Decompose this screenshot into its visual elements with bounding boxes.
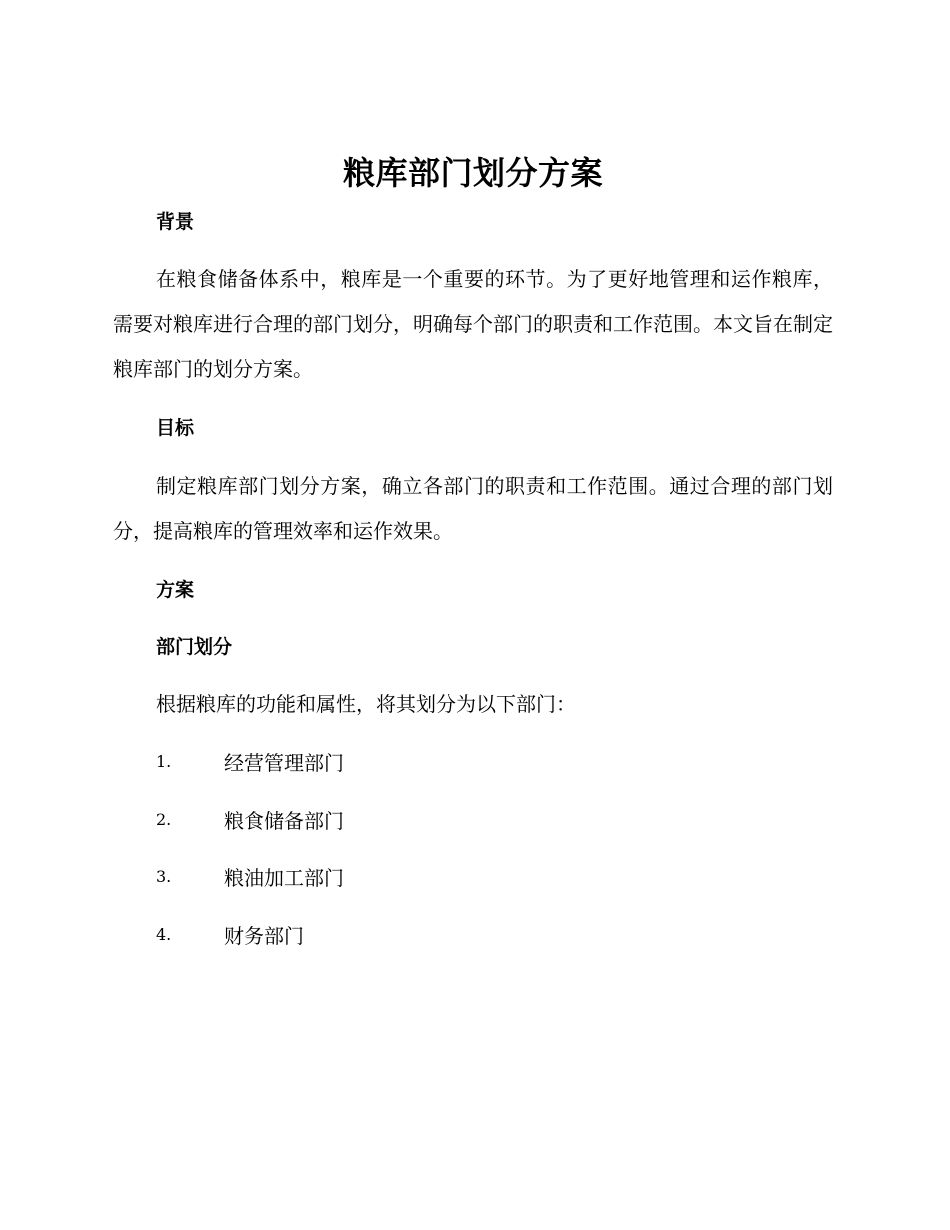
section-heading-goal: 目标 <box>156 417 195 439</box>
list-item-text: 粮食储备部门 <box>224 808 344 833</box>
list-item-text: 粮油加工部门 <box>224 866 344 890</box>
document-body <box>113 150 833 969</box>
list-item <box>113 854 833 899</box>
subsection-heading-department-division: 部门划分 <box>156 636 233 658</box>
list-item-number: 3. <box>156 867 172 886</box>
list-item <box>113 739 833 784</box>
department-list <box>113 739 833 957</box>
section-heading-plan: 方案 <box>156 579 195 601</box>
department-intro-paragraph: 根据粮库的功能和属性，将其划分为以下部门： <box>156 692 576 716</box>
list-item <box>113 797 833 842</box>
list-item-text: 财务部门 <box>224 923 304 948</box>
list-item-number: 4. <box>156 924 172 944</box>
list-item-number: 1. <box>156 752 172 771</box>
section-heading-background: 背景 <box>156 211 195 233</box>
list-item-text: 经营管理部门 <box>224 751 344 775</box>
list-item <box>113 912 833 957</box>
list-item-number: 2. <box>156 809 172 829</box>
goal-paragraph: 制定粮库部门划分方案，确立各部门的职责和工作范围。通过合理的部门划分，提高粮库的管理效率和运作效果。 <box>113 474 833 543</box>
background-paragraph: 在粮食储备体系中，粮库是一个重要的环节。为了更好地管理和运作粮库，需要对粮库进行合理的部门划分，明确每个部门的职责和工作范围。本文旨在制定粮库部门的划分方案。 <box>113 267 833 381</box>
document-title: 粮库部门划分方案 <box>342 154 603 192</box>
